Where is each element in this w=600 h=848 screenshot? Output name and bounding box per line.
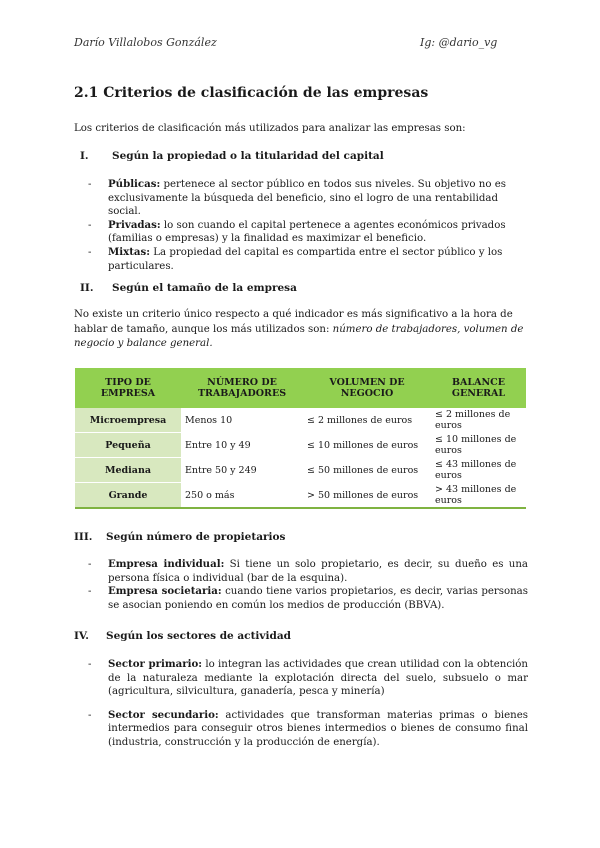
table-cell: Pequeña <box>75 433 181 458</box>
table-cell: ≤ 50 millones de euros <box>303 458 431 483</box>
list-item: - Sector secundario: actividades que transforman materias primas o bienes intermedios para conseguir otros bienes intermedios o bienes de consumo final (industria, construcción y la producción de energía). <box>88 709 528 750</box>
table-row <box>75 458 526 483</box>
table-cell: ≤ 10 millones de euros <box>303 433 431 458</box>
owners-list <box>88 558 528 612</box>
list-item: - Empresa individual: Si tiene un solo propietario, es decir, su dueño es una persona física o individual (bar de la esquina). <box>88 558 528 585</box>
section-heading-text: Según la propiedad o la titularidad del capital <box>112 150 384 162</box>
column-header: BALANCE GENERAL <box>431 368 526 408</box>
section-number: IV. <box>74 630 89 642</box>
table-row <box>75 483 526 509</box>
list-item: - Mixtas: La propiedad del capital es compartida entre el sector público y los particulares. <box>88 246 528 273</box>
column-header: VOLUMEN DE NEGOCIO <box>303 368 431 408</box>
company-size-table <box>75 368 526 509</box>
table-cell: Grande <box>75 483 181 509</box>
column-header: TIPO DE EMPRESA <box>75 368 181 408</box>
list-item: - Sector primario: lo integran las actividades que crean utilidad con la obtención de la naturaleza mediante la explotación directa del suelo, subsuelo o mar (agricultura, silvicultura, ganadería, pesca y minería) <box>88 658 528 699</box>
table-cell: Entre 10 y 49 <box>181 433 303 458</box>
section-number: III. <box>74 531 93 543</box>
list-item: - Privadas: lo son cuando el capital pertenece a agentes económicos privados (familias o empresas) y la finalidad es maximizar el beneficio. <box>88 219 528 246</box>
header-author: Darío Villalobos González <box>74 36 217 49</box>
table-row <box>75 433 526 458</box>
table-cell: ≤ 43 millones de euros <box>431 458 526 483</box>
section-heading-text: Según el tamaño de la empresa <box>112 282 297 294</box>
list-item: - Públicas: pertenece al sector público en todos sus niveles. Su objetivo no es exclusivamente la búsqueda del beneficio, sino el logro de una rentabilidad social. <box>88 178 528 219</box>
section-heading-text: Según los sectores de actividad <box>106 630 291 642</box>
table-row <box>75 408 526 433</box>
list-spacer <box>88 699 528 709</box>
sectors-list <box>88 658 528 750</box>
section-number: I. <box>80 150 89 162</box>
table-cell: Entre 50 y 249 <box>181 458 303 483</box>
table-cell: > 43 millones de euros <box>431 483 526 509</box>
list-item: - Empresa societaria: cuando tiene varios propietarios, es decir, varias personas se asocian poniendo en común los medios de producción (BBVA). <box>88 585 528 612</box>
table-cell: Menos 10 <box>181 408 303 433</box>
header-handle: Ig: @dario_vg <box>420 36 498 49</box>
table-header-row <box>75 368 526 408</box>
table-cell: ≤ 10 millones de euros <box>431 433 526 458</box>
section-number: II. <box>80 282 94 294</box>
table-cell: 250 o más <box>181 483 303 509</box>
section-heading-text: Según número de propietarios <box>106 531 286 543</box>
size-paragraph: No existe un criterio único respecto a qué indicador es más significativo a la hora de hablar de tamaño, aunque los más utilizados son: número de trabajadores, volumen de negocio y balance general. <box>74 309 524 349</box>
table-cell: ≤ 2 millones de euros <box>431 408 526 433</box>
table-cell: ≤ 2 millones de euros <box>303 408 431 433</box>
section-title: 2.1 Criterios de clasificación de las empresas <box>74 85 429 101</box>
column-header: NÚMERO DE TRABAJADORES <box>181 368 303 408</box>
ownership-list <box>88 178 528 273</box>
table-cell: Microempresa <box>75 408 181 433</box>
table-cell: Mediana <box>75 458 181 483</box>
intro-paragraph: Los criterios de clasificación más utilizados para analizar las empresas son: <box>74 123 466 134</box>
table-cell: > 50 millones de euros <box>303 483 431 509</box>
